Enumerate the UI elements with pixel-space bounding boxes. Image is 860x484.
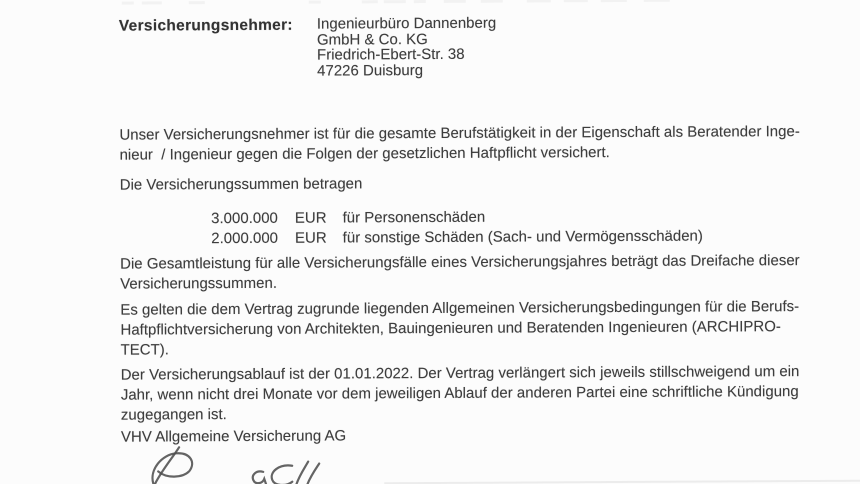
policyholder-label: Versicherungsnehmer: [118,16,293,35]
scan-artifact [481,0,503,3]
signature-stroke [307,464,319,484]
scan-artifact [362,0,378,3]
scan-artifact [122,2,134,5]
policyholder-name2: GmbH & Co. KG [316,30,428,49]
paragraph-line: nieur / Ingenieur gegen die Folgen der gesetzlichen Haftpflicht versichert. [119,144,610,164]
scan-artifact [189,1,205,4]
sum-amount: 2.000.000 [211,229,279,248]
signature-stroke [272,465,293,484]
handwritten-signature [146,443,336,484]
paragraph-line: zugegangen ist. [120,406,227,424]
paragraph-line: Der Versicherungsablauf ist der 01.01.2022. Der Vertrag verlängert sich jeweils stillschweigend um ein [120,363,800,384]
sums-heading-text: Die Versicherungssummen betragen [119,175,363,194]
policyholder-name: Ingenieurbüro Dannenberg [316,14,497,33]
sum-description: für Personenschäden [342,208,486,227]
paragraph-conditions [120,297,799,361]
sums-heading [120,174,363,195]
scan-artifact [384,0,406,3]
signature-stroke [296,462,308,484]
scan-artifact [527,0,551,2]
paragraph-total-benefit [120,251,800,295]
scan-artifact [142,1,162,4]
scan-artifact [384,480,860,484]
paragraph-line: Es gelten die dem Vertrag zugrunde liegenden Allgemeinen Versicherungsbedingungen für die Berufs- [120,298,800,319]
paragraph-line: TECT). [120,341,169,359]
sum-amount: 3.000.000 [211,209,278,228]
policyholder-city: 47226 Duisburg [317,61,424,80]
sum-description: für sonstige Schäden (Sach- und Vermögensschäden) [342,227,703,247]
scan-artifact [414,0,426,3]
insurer-name-text: VHV Allgemeine Versicherung AG [120,427,347,446]
scan-artifact [564,0,588,2]
paragraph-line: Die Gesamtleistung für alle Versicherungsfälle eines Versicherungsjahres beträgt das Dreifache dieser [120,252,800,273]
sum-currency: EUR [294,229,327,247]
scan-artifact [444,0,466,3]
sum-row [120,227,703,250]
insured-sums [120,207,703,250]
signature-stroke [253,471,267,484]
sum-currency: EUR [294,209,327,227]
paragraph-line: Haftpflichtversicherung von Architekten, Bauingenieuren und Beratenden Ingenieuren (ARCHIPRO- [120,318,781,339]
scan-artifact [644,0,670,2]
policyholder-address [317,16,497,79]
paragraph-intro [119,122,800,166]
paragraph-expiry [121,362,800,426]
scan-artifact [309,1,321,4]
scan-artifact [601,0,627,2]
paragraph-line: Versicherungssummen. [120,274,278,293]
policyholder-street: Friedrich-Ebert-Str. 38 [316,45,465,64]
paragraph-line: Jahr, wenn nicht drei Monate vor dem jeweiligen Ablauf der anderen Partei eine schriftliche Kündigung [120,383,799,404]
paragraph-line: Unser Versicherungsnehmer ist für die gesamte Berufstätigkeit in der Eigenschaft als Beratender Inge- [119,123,800,144]
